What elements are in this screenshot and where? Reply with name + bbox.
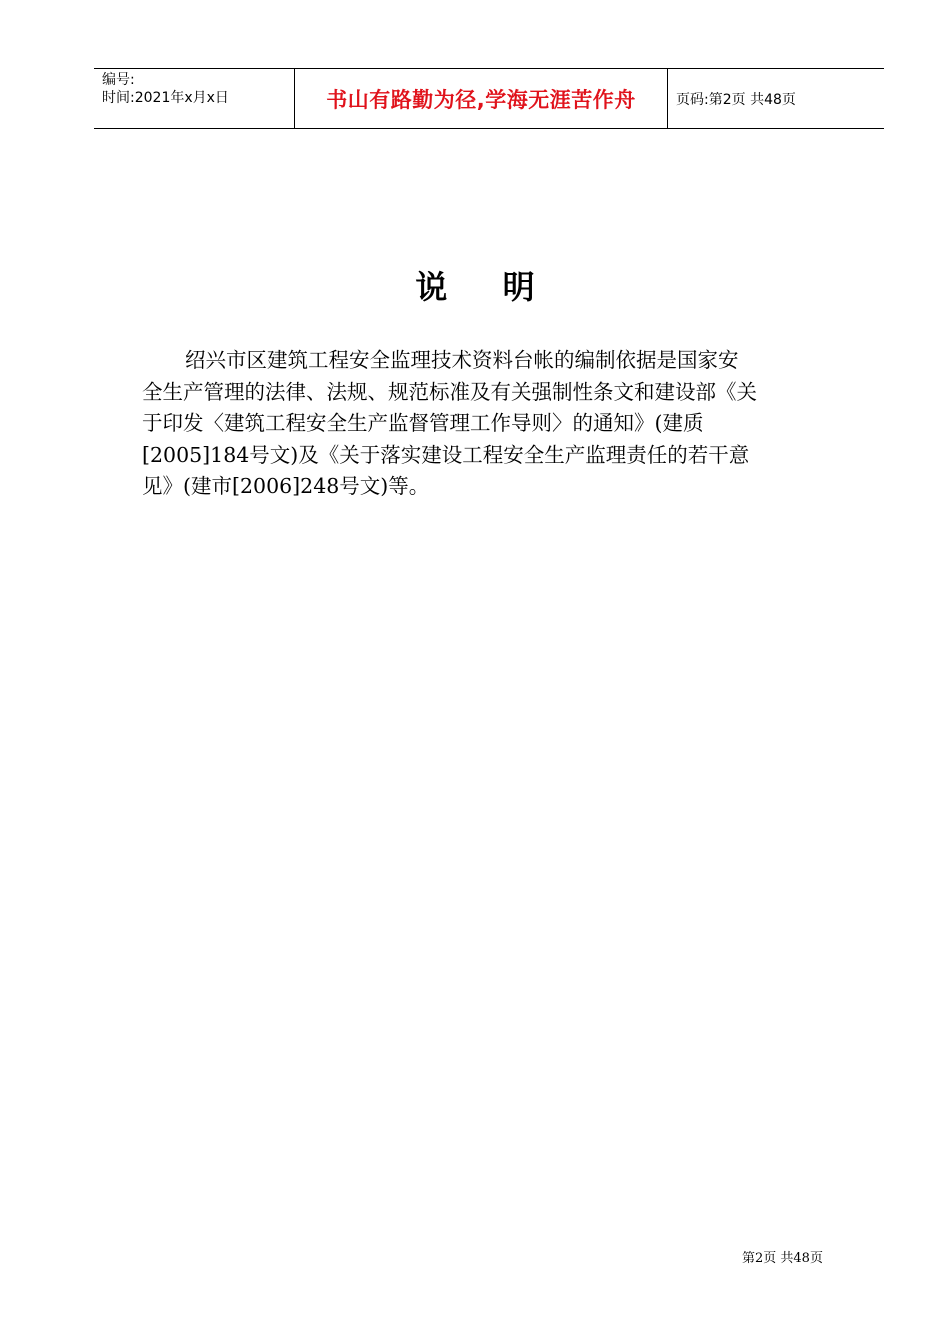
header-meta-cell [94, 69, 295, 128]
header-motto: 书山有路勤为径,学海无涯苦作舟 [326, 87, 636, 112]
footer-page-info: 第2页 共48页 [742, 1251, 823, 1266]
header-page-cell [668, 69, 884, 128]
header-page-info: 页码:第2页 共48页 [676, 91, 796, 108]
body-paragraph [142, 345, 838, 503]
page-title: 说 明 [415, 268, 557, 306]
paragraph-line: 绍兴市区建筑工程安全监理技术资料台帐的编制依据是国家安 [185, 348, 739, 372]
document-number-label: 编号: [102, 72, 135, 88]
header-motto-cell [295, 69, 668, 128]
paragraph-line: [2005]184号文)及《关于落实建设工程安全生产监理责任的若干意 [142, 442, 750, 467]
paragraph-line: 见》(建市[2006]248号文)等。 [142, 474, 430, 498]
paragraph-line: 于印发〈建筑工程安全生产监督管理工作导则〉的通知》(建质 [142, 411, 704, 435]
document-time-label: 时间:2021年x月x日 [102, 90, 229, 106]
page-header [94, 68, 884, 129]
paragraph-line: 全生产管理的法律、法规、规范标准及有关强制性条文和建设部《关 [142, 379, 757, 404]
